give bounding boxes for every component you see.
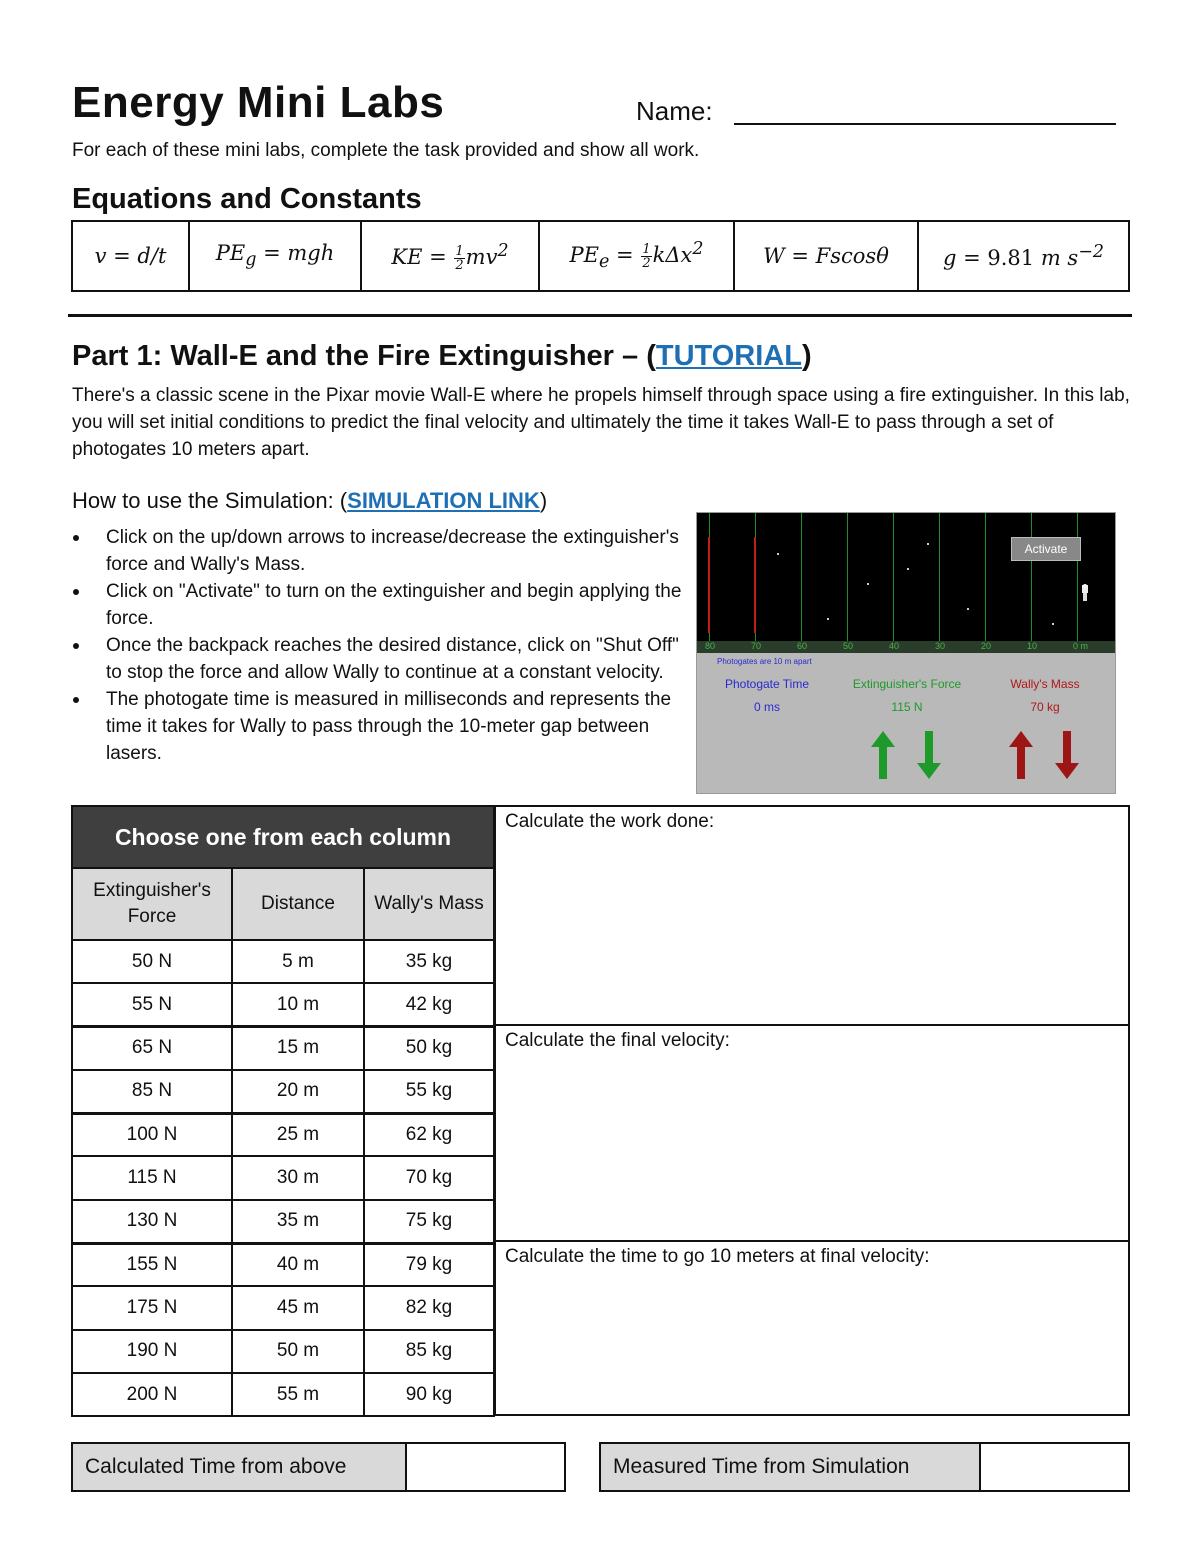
mass-option[interactable]: 82 kg [364, 1286, 494, 1329]
time-calculation-prompt: Calculate the time to go 10 meters at final velocity: [505, 1246, 930, 1267]
equation-gravitational-pe: $PE_g$ = mgh [189, 221, 361, 291]
table-row [72, 1070, 494, 1113]
column-header-distance: Distance [232, 868, 364, 940]
scale-tick: 50 [843, 641, 854, 651]
choice-table-header: Choose one from each column [72, 806, 494, 868]
table-row [72, 1330, 494, 1373]
wally-icon [1080, 583, 1090, 603]
force-option[interactable]: 155 N [72, 1243, 232, 1286]
photogate-laser [754, 537, 756, 633]
photogate-time-value: 0 ms [753, 700, 780, 714]
mass-option[interactable]: 55 kg [364, 1070, 494, 1113]
simulation-controls [697, 653, 1116, 794]
scale-tick: 80 [705, 641, 716, 651]
photogate-note: Photogates are 10 m apart [717, 657, 812, 666]
distance-option[interactable]: 50 m [232, 1330, 364, 1373]
mass-option[interactable]: 90 kg [364, 1373, 494, 1416]
mass-option[interactable]: 50 kg [364, 1027, 494, 1070]
list-item: The photogate time is measured in milliseconds and represents the time it takes for Wally to pass through the 10-meter gap between lasers. [72, 686, 682, 767]
column-header-mass: Wally's Mass [364, 868, 494, 940]
distance-option[interactable]: 10 m [232, 983, 364, 1026]
mass-option[interactable]: 85 kg [364, 1330, 494, 1373]
star [777, 553, 779, 555]
mass-up-arrow-icon[interactable] [1009, 731, 1033, 779]
force-option[interactable]: 85 N [72, 1070, 232, 1113]
list-item: Once the backpack reaches the desired distance, click on "Shut Off" to stop the force and allow Wally to continue at a constant velocity. [72, 632, 682, 686]
final-velocity-prompt: Calculate the final velocity: [505, 1030, 730, 1051]
how-to-heading [72, 488, 547, 514]
simulation-screenshot [696, 512, 1116, 794]
scale-tick: 30 [935, 641, 946, 651]
distance-scale [697, 641, 1116, 653]
table-row [72, 1027, 494, 1070]
list-item: Click on the up/down arrows to increase/decrease the extinguisher's force and Wally's Mass. [72, 524, 682, 578]
measured-time-field[interactable] [979, 1442, 1130, 1492]
laser-line [985, 513, 986, 641]
calculated-time-label: Calculated Time from above [71, 1442, 407, 1492]
star [927, 543, 929, 545]
distance-option[interactable]: 25 m [232, 1113, 364, 1156]
mass-option[interactable]: 62 kg [364, 1113, 494, 1156]
laser-line [1077, 513, 1078, 641]
equations-heading: Equations and Constants [72, 183, 422, 215]
distance-option[interactable]: 45 m [232, 1286, 364, 1329]
part1-title [72, 340, 812, 373]
force-down-arrow-icon[interactable] [917, 731, 941, 779]
scale-tick: 40 [889, 641, 900, 651]
mass-option[interactable]: 75 kg [364, 1200, 494, 1243]
list-item: Click on "Activate" to turn on the extinguisher and begin applying the force. [72, 578, 682, 632]
laser-line [801, 513, 802, 641]
scale-tick: 60 [797, 641, 808, 651]
star [867, 583, 869, 585]
table-row [72, 1243, 494, 1286]
constant-gravity: g = 9.81 m $s^{-2}$ [918, 221, 1129, 291]
scale-tick: 20 [981, 641, 992, 651]
distance-option[interactable]: 35 m [232, 1200, 364, 1243]
force-option[interactable]: 65 N [72, 1027, 232, 1070]
force-value: 115 N [891, 700, 923, 714]
part1-title-close: ) [801, 340, 812, 372]
force-up-arrow-icon[interactable] [871, 731, 895, 779]
scale-tick: 10 [1027, 641, 1038, 651]
scale-tick: 70 [751, 641, 762, 651]
star [1052, 623, 1054, 625]
force-label: Extinguisher's Force [852, 677, 962, 691]
force-option[interactable]: 55 N [72, 983, 232, 1026]
mass-option[interactable]: 70 kg [364, 1156, 494, 1199]
laser-line [1031, 513, 1032, 641]
force-option[interactable]: 175 N [72, 1286, 232, 1329]
equation-elastic-pe: $PE_e$ = $\frac{1}{2}$ kΔx$^2$ [539, 221, 734, 291]
force-option[interactable]: 115 N [72, 1156, 232, 1199]
scale-tick: 0 m [1073, 641, 1089, 651]
simulation-space-view [697, 513, 1116, 653]
star [967, 608, 969, 610]
force-option[interactable]: 190 N [72, 1330, 232, 1373]
force-option[interactable]: 200 N [72, 1373, 232, 1416]
mass-value: 70 kg [1030, 700, 1060, 714]
work-done-prompt: Calculate the work done: [505, 811, 715, 832]
part1-description: There's a classic scene in the Pixar movie Wall-E where he propels himself through space using a fire extinguisher. In this lab, you will set initial conditions to predict the final velocity and ultimately the time it takes Wall-E to pass through a set of photogates 10 meters apart. [72, 385, 1130, 460]
mass-option[interactable]: 79 kg [364, 1243, 494, 1286]
star [827, 618, 829, 620]
how-to-close: ) [539, 488, 548, 513]
photogate-laser [708, 537, 710, 633]
name-label: Name: [636, 96, 713, 126]
distance-option[interactable]: 5 m [232, 940, 364, 983]
table-row [72, 983, 494, 1026]
force-option[interactable]: 50 N [72, 940, 232, 983]
work-done-box[interactable] [494, 805, 1130, 1026]
page-title: Energy Mini Labs [72, 78, 445, 127]
final-velocity-box[interactable] [494, 1024, 1130, 1242]
force-option[interactable]: 100 N [72, 1113, 232, 1156]
distance-option[interactable]: 55 m [232, 1373, 364, 1416]
calculated-time-field[interactable] [405, 1442, 566, 1492]
equation-kinetic-energy: KE = $\frac{1}{2}$ $mv^2$ [361, 221, 539, 291]
laser-line [847, 513, 848, 641]
time-calculation-box[interactable] [494, 1240, 1130, 1416]
tutorial-link[interactable]: TUTORIAL [655, 340, 802, 372]
instructions-list [72, 524, 682, 767]
distance-option[interactable]: 30 m [232, 1156, 364, 1199]
mass-option[interactable]: 35 kg [364, 940, 494, 983]
star [907, 568, 909, 570]
measured-time-label: Measured Time from Simulation [599, 1442, 981, 1492]
mass-label: Wally's Mass [1010, 677, 1080, 691]
intro-text: For each of these mini labs, complete the task provided and show all work. [72, 140, 700, 161]
choice-table [71, 805, 495, 1417]
table-row [72, 1286, 494, 1329]
laser-line [939, 513, 940, 641]
mass-down-arrow-icon[interactable] [1055, 731, 1079, 779]
table-row [72, 940, 494, 983]
equation-work: W = Fscosθ [734, 221, 918, 291]
table-row [72, 1113, 494, 1156]
part1-title-text: Part 1: Wall-E and the Fire Extinguisher – ( [72, 340, 656, 372]
distance-option[interactable]: 20 m [232, 1070, 364, 1113]
distance-option[interactable]: 15 m [232, 1027, 364, 1070]
photogate-time-label: Photogate Time [724, 677, 810, 691]
table-row [72, 1373, 494, 1416]
table-row [72, 1156, 494, 1199]
column-header-force: Extinguisher's Force [72, 868, 232, 940]
simulation-link[interactable]: SIMULATION LINK [347, 488, 540, 513]
laser-line [893, 513, 894, 641]
name-field[interactable] [734, 123, 1116, 125]
section-divider [68, 314, 1132, 317]
activate-button[interactable]: Activate [1011, 537, 1081, 561]
distance-option[interactable]: 40 m [232, 1243, 364, 1286]
equation-velocity: v = d/t [72, 221, 189, 291]
mass-option[interactable]: 42 kg [364, 983, 494, 1026]
table-row [72, 1200, 494, 1243]
equations-table [71, 220, 1130, 292]
how-to-text: How to use the Simulation: ( [72, 488, 348, 513]
force-option[interactable]: 130 N [72, 1200, 232, 1243]
